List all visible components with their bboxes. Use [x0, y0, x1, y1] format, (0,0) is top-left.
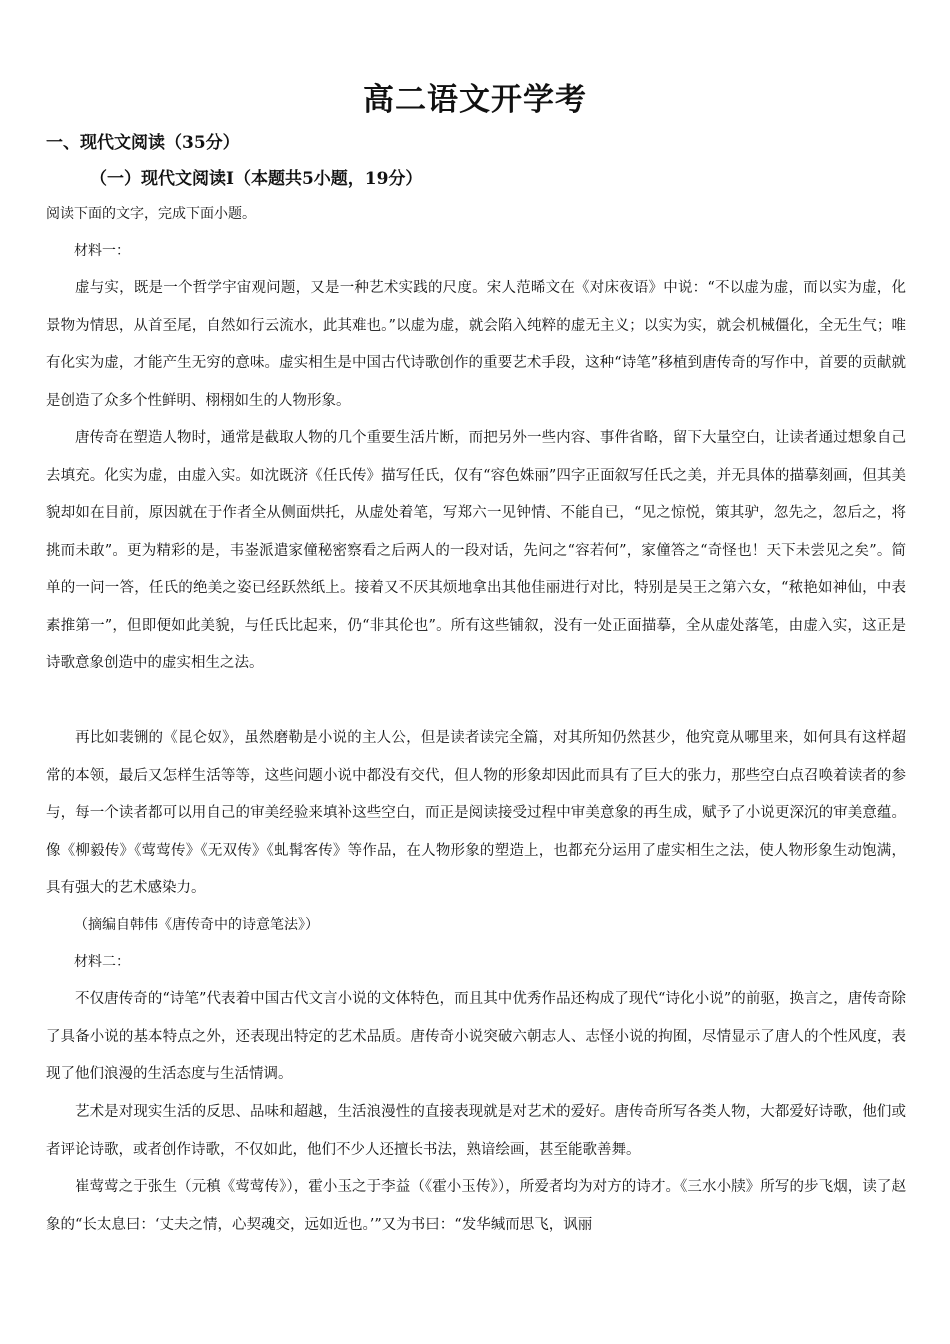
- material1-source: （摘编自韩伟《唐传奇中的诗意笔法》）: [74, 917, 319, 933]
- instruction-text: 阅读下面的文字，完成下面小题。: [46, 206, 256, 222]
- material2-paragraph-1: 不仅唐传奇的“诗笔”代表着中国古代文言小说的文体特色，而且其中优秀作品还构成了现代“诗化小说”的前驱，换言之，唐传奇除了具备小说的基本特点之外，还表现出特定的艺术品质。唐传奇小说突破六朝志人、志怪小说的拘囿，尽情显示了唐人的个性风度，表现了他们浪漫的生活态度与生活情调。: [46, 991, 906, 1082]
- material2-paragraph-2: 艺术是对现实生活的反思、品味和超越，生活浪漫性的直接表现就是对艺术的爱好。唐传奇所写各类人物，大都爱好诗歌，他们或者评论诗歌，或者创作诗歌，不仅如此，他们不少人还擅长书法，熟谙绘画，甚至能歌善舞。: [46, 1104, 906, 1158]
- material1-paragraph-1: 虚与实，既是一个哲学宇宙观问题，又是一种艺术实践的尺度。宋人范晞文在《对床夜语》中说：“不以虚为虚，而以实为虚，化景物为情思，从首至尾，自然如行云流水，此其难也。”以虚为虚，就会陷入纯粹的虚无主义；以实为实，就会机械僵化，全无生气；唯有化实为虚，才能产生无穷的意味。虚实相生是中国古代诗歌创作的重要艺术手段，这种“诗笔”移植到唐传奇的写作中，首要的贡献就是创造了众多个性鲜明、栩栩如生的人物形象。: [46, 280, 906, 409]
- section-heading: 一、现代文阅读（35分）: [46, 133, 240, 153]
- material1-paragraph-2: 唐传奇在塑造人物时，通常是截取人物的几个重要生活片断，而把另外一些内容、事件省略，留下大量空白，让读者通过想象自己去填充。化实为虚，由虚入实。如沈既济《任氏传》描写任氏，仅有“容色姝丽”四字正面叙写任氏之美，并无具体的描摹刻画，但其美貌却如在目前，原因就在于作者全从侧面烘托，从虚处着笔，写郑六一见钟情、不能自已，“见之惊悦，策其驴，忽先之，忽后之，将挑而未敢”。更为精彩的是，韦崟派遣家僮秘密察看之后两人的一段对话，先问之“容若何”，家僮答之“奇怪也！天下未尝见之矣”。简单的一问一答，任氏的绝美之姿已经跃然纸上。接着又不厌其烦地拿出其他佳丽进行对比，特别是吴王之第六女，“秾艳如神仙，中表素推第一”，但即便如此美貌，与任氏比起来，仍“非其伦也”。所有这些铺叙，没有一处正面描摹，全从虚处落笔，由虚入实，这正是诗歌意象创造中的虚实相生之法。: [46, 430, 906, 671]
- sub-heading: （一）现代文阅读Ⅰ（本题共5小题，19分）: [90, 169, 423, 189]
- material2-paragraph-3: 崔莺莺之于张生（元稹《莺莺传》），霍小玉之于李益（《霍小玉传》），所爱者均为对方的诗才。《三水小牍》所写的步飞烟，读了赵象的“长太息曰：‘丈夫之情，心契魂交，远如近也。’”又为书曰：“发华缄而思飞，讽丽: [46, 1179, 906, 1233]
- material1-label: 材料一：: [74, 243, 130, 259]
- material1-paragraph-3: 再比如裴铏的《昆仑奴》，虽然磨勒是小说的主人公，但是读者读完全篇，对其所知仍然甚少，他究竟从哪里来，如何具有这样超常的本领，最后又怎样生活等等，这些问题小说中都没有交代，但人物的形象却因此而具有了巨大的张力，那些空白点召唤着读者的参与，每一个读者都可以用自己的审美经验来填补这些空白，而正是阅读接受过程中审美意象的再生成，赋予了小说更深沉的审美意蕴。像《柳毅传》《莺莺传》《无双传》《虬髯客传》等作品，在人物形象的塑造上，也都充分运用了虚实相生之法，使人物形象生动饱满，具有强大的艺术感染力。: [46, 730, 906, 896]
- material2-label: 材料二：: [74, 954, 130, 970]
- document-title: 高二语文开学考: [363, 82, 587, 118]
